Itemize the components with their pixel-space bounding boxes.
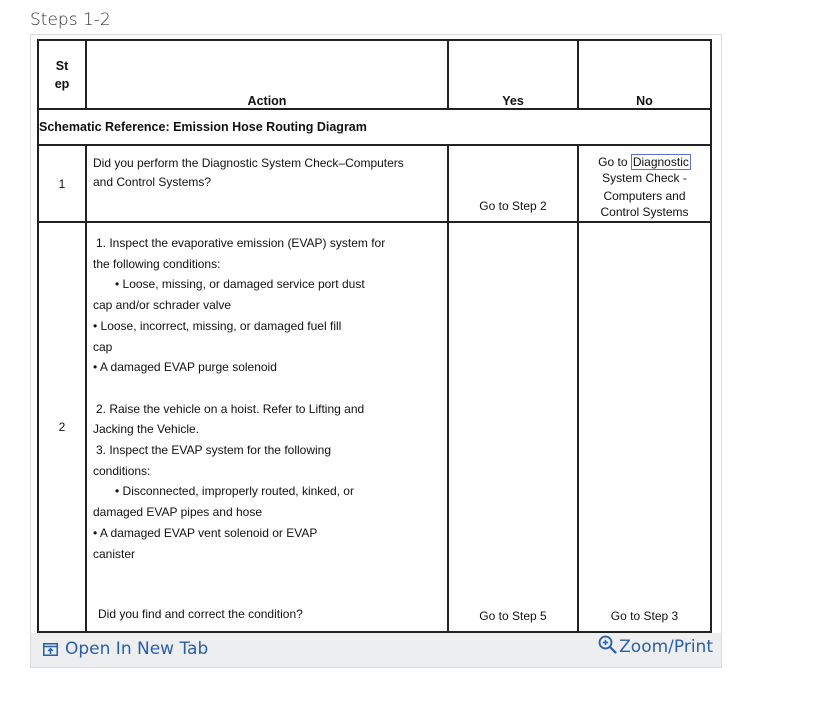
- step-no: [578, 145, 711, 222]
- action-line: conditions:: [93, 463, 151, 478]
- header-yes: Yes: [448, 40, 578, 109]
- action-line: Did you perform the Diagnostic System Check–Computers: [93, 156, 404, 170]
- action-line: and Control Systems?: [93, 175, 212, 189]
- step-number: 1: [38, 145, 86, 222]
- zoom-icon: [598, 635, 617, 654]
- step-number: 2: [38, 222, 86, 632]
- document-toolbar: [31, 633, 721, 667]
- step-yes: Go to Step 5: [448, 222, 578, 632]
- step-yes: Go to Step 2: [448, 145, 578, 222]
- table-row: [38, 222, 711, 632]
- action-line: canister: [93, 546, 136, 561]
- no-line: System Check -: [602, 171, 687, 185]
- document-image: [31, 35, 721, 633]
- no-prefix: Go to: [598, 155, 631, 169]
- open-new-tab-icon: [43, 643, 58, 656]
- action-line: • A damaged EVAP vent solenoid or EVAP: [93, 525, 318, 540]
- action-blank-line: [93, 378, 441, 399]
- steps-table: [37, 39, 712, 633]
- action-line: the following conditions:: [93, 256, 221, 271]
- header-no: No: [578, 40, 711, 109]
- open-in-new-tab-label: Open In New Tab: [65, 639, 209, 659]
- header-action: Action: [86, 40, 448, 109]
- open-in-new-tab-button[interactable]: [43, 639, 208, 659]
- step-no: Go to Step 3: [578, 222, 711, 632]
- action-line: 2. Raise the vehicle on a hoist. Refer to Lifting and: [96, 401, 365, 416]
- action-line: 1. Inspect the evaporative emission (EVAP) system for: [96, 236, 386, 250]
- header-step-line2: ep: [54, 76, 70, 91]
- step-question: Did you find and correct the condition?: [98, 607, 303, 622]
- zoom-print-button[interactable]: [598, 637, 713, 657]
- schematic-reference: Schematic Reference: Emission Hose Routing Diagram: [38, 109, 711, 145]
- action-line: cap: [93, 339, 113, 354]
- table-header-row: [38, 40, 711, 109]
- action-line: • Loose, incorrect, missing, or damaged fuel fill: [93, 318, 342, 333]
- page-heading: Steps 1-2: [30, 10, 111, 30]
- schematic-reference-row: [38, 109, 711, 145]
- no-line: Control Systems: [600, 205, 689, 219]
- action-line: cap and/or schrader valve: [93, 298, 232, 313]
- action-line: damaged EVAP pipes and hose: [93, 505, 263, 520]
- action-line: 3. Inspect the EVAP system for the following: [96, 443, 332, 458]
- step-action: [86, 222, 448, 632]
- action-line: • Disconnected, improperly routed, kinked, or: [115, 484, 354, 499]
- header-step: [38, 40, 86, 109]
- diagnostic-link[interactable]: Diagnostic: [632, 155, 689, 169]
- action-line: Jacking the Vehicle.: [93, 422, 200, 437]
- table-row: [38, 145, 711, 222]
- action-line: • Loose, missing, or damaged service port dust: [115, 277, 365, 292]
- no-line: Computers and: [603, 189, 686, 203]
- zoom-print-label: Zoom/Print: [619, 637, 713, 657]
- action-line: • A damaged EVAP purge solenoid: [93, 360, 277, 375]
- no-first-line: [579, 154, 710, 170]
- header-step-line1: St: [55, 58, 69, 73]
- step-action: [86, 145, 448, 222]
